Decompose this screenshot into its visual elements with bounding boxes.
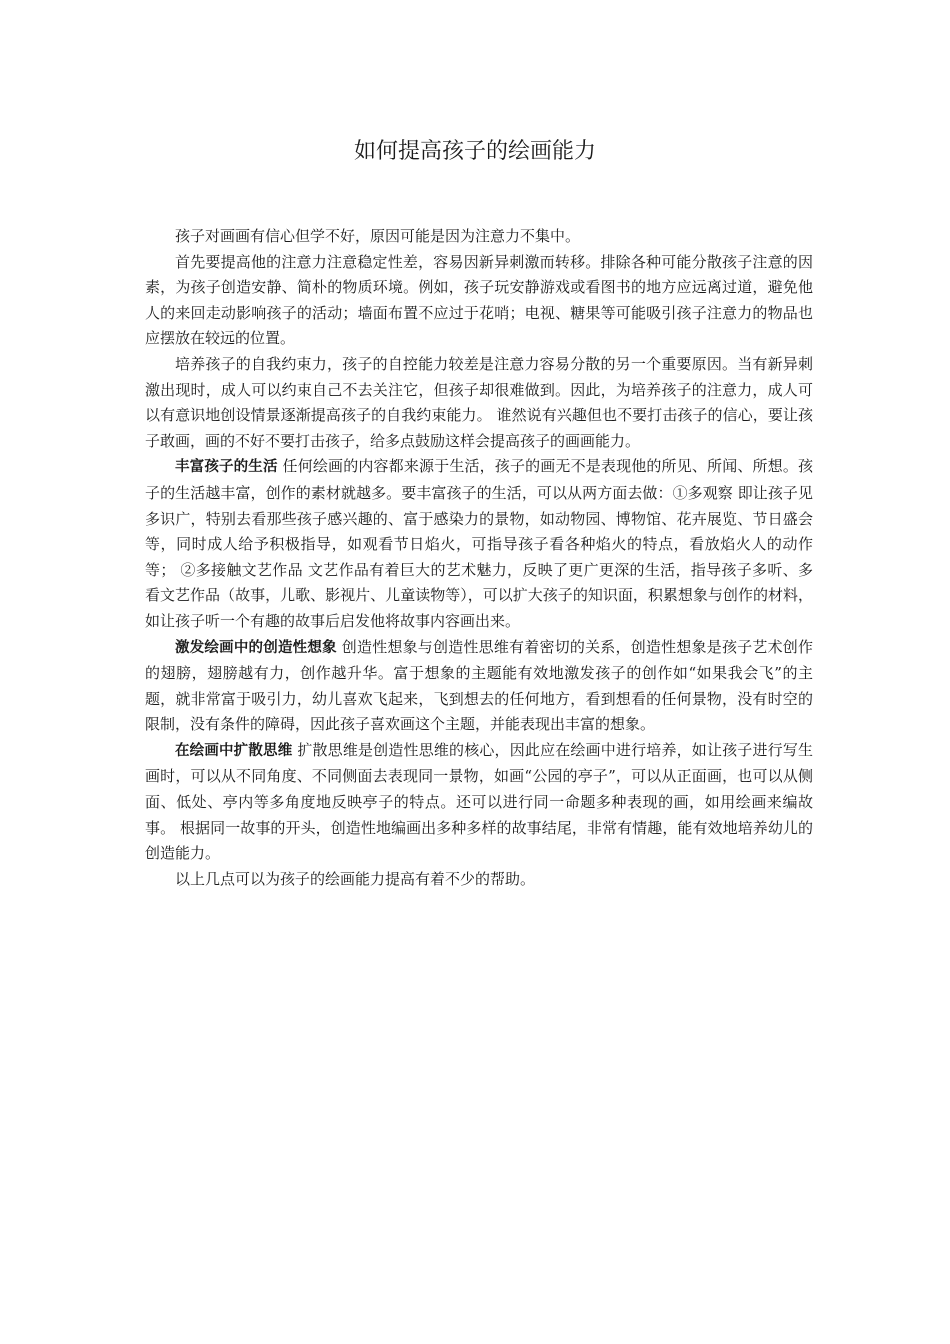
paragraph-text: 任何绘画的内容都来源于生活，孩子的画无不是表现他的所见、所闻、所想。孩子的生活越丰富，创作的素材就越多。要丰富孩子的生活，可以从两方面去做：①多观察 即让孩子见多识广，特别去看那些孩子感兴趣的、富于感染力的景物，如动物园、博物馆、花卉展览、节日盛会等，同时成人给予积极指导，如观看节日焰火，可指导孩子看各种焰火的特点，看放焰火人的动作等； ②多接触文艺作品 文艺作品有着巨大的艺术魅力，反映了更广更深的生活，指导孩子多听、多看文艺作品（故事，儿歌、影视片、儿童读物等），可以扩大孩子的知识面，积累想象与创作的材料，如让孩子听一个有趣的故事后启发他将故事内容画出来。	[145, 457, 813, 630]
paragraph-self-control	[145, 352, 813, 454]
paragraph-heading: 在绘画中扩散思维	[175, 742, 293, 759]
paragraph-intro	[145, 224, 813, 250]
paragraph-heading: 丰富孩子的生活	[175, 459, 278, 476]
paragraph-imagination	[145, 635, 813, 738]
paragraph-text: 孩子对画画有信心但学不好，原因可能是因为注意力不集中。	[175, 227, 581, 245]
paragraph-text: 培养孩子的自我约束力，孩子的自控能力较差是注意力容易分散的另一个重要原因。当有新异刺激出现时，成人可以约束自己不去关注它，但孩子却很难做到。因此，为培养孩子的注意力，成人可以有意识地创设情景逐渐提高孩子的自我约束能力。 谁然说有兴趣但也不要打击孩子的信心，要让孩子敢画，画的不好不要打击孩子，给多点鼓励这样会提高孩子的画画能力。	[145, 354, 813, 450]
paragraph-text: 以上几点可以为孩子的绘画能力提高有着不少的帮助。	[175, 869, 536, 888]
paragraph-text: 首先要提高他的注意力注意稳定性差，容易因新异刺激而转移。排除各种可能分散孩子注意的因素，为孩子创造安静、简朴的物质环境。例如，孩子玩安静游戏或看图书的地方应远离过道，避免他人的来回走动影响孩子的活动；墙面布置不应过于花哨；电视、糖果等可能吸引孩子注意力的物品也应摆放在较远的位置。	[145, 252, 813, 348]
paragraph-attention	[145, 250, 813, 352]
paragraph-text: 创造性想象与创造性思维有着密切的关系，创造性想象是孩子艺术创作的翅膀，翅膀越有力，创作越升华。富于想象的主题能有效地激发孩子的创作如“如果我会飞”的主题，就非常富于吸引力，幼儿喜欢飞起来，飞到想去的任何地方，看到想看的任何景物，没有时空的限制，没有条件的障碍，因此孩子喜欢画这个主题，并能表现出丰富的想象。	[145, 637, 814, 734]
paragraph-enrich-life	[145, 454, 813, 634]
paragraph-text: 扩散思维是创造性思维的核心，因此应在绘画中进行培养，如让孩子进行写生画时，可以从不同角度、不同侧面去表现同一景物，如画“公园的亭子”，可以从正面画，也可以从侧面、低处、亭内等多角度地反映亭子的特点。还可以进行同一命题多种表现的画，如用绘画来编故事。 根据同一故事的开头，创造性地编画出多种多样的故事结尾，非常有情趣，能有效地培养幼儿的创造能力。	[145, 740, 813, 863]
page-title: 如何提高孩子的绘画能力	[353, 139, 596, 164]
paragraph-heading: 激发绘画中的创造性想象	[175, 639, 337, 656]
paragraph-divergent-thinking	[145, 738, 813, 867]
document-body	[145, 224, 813, 892]
paragraph-conclusion	[145, 867, 813, 893]
